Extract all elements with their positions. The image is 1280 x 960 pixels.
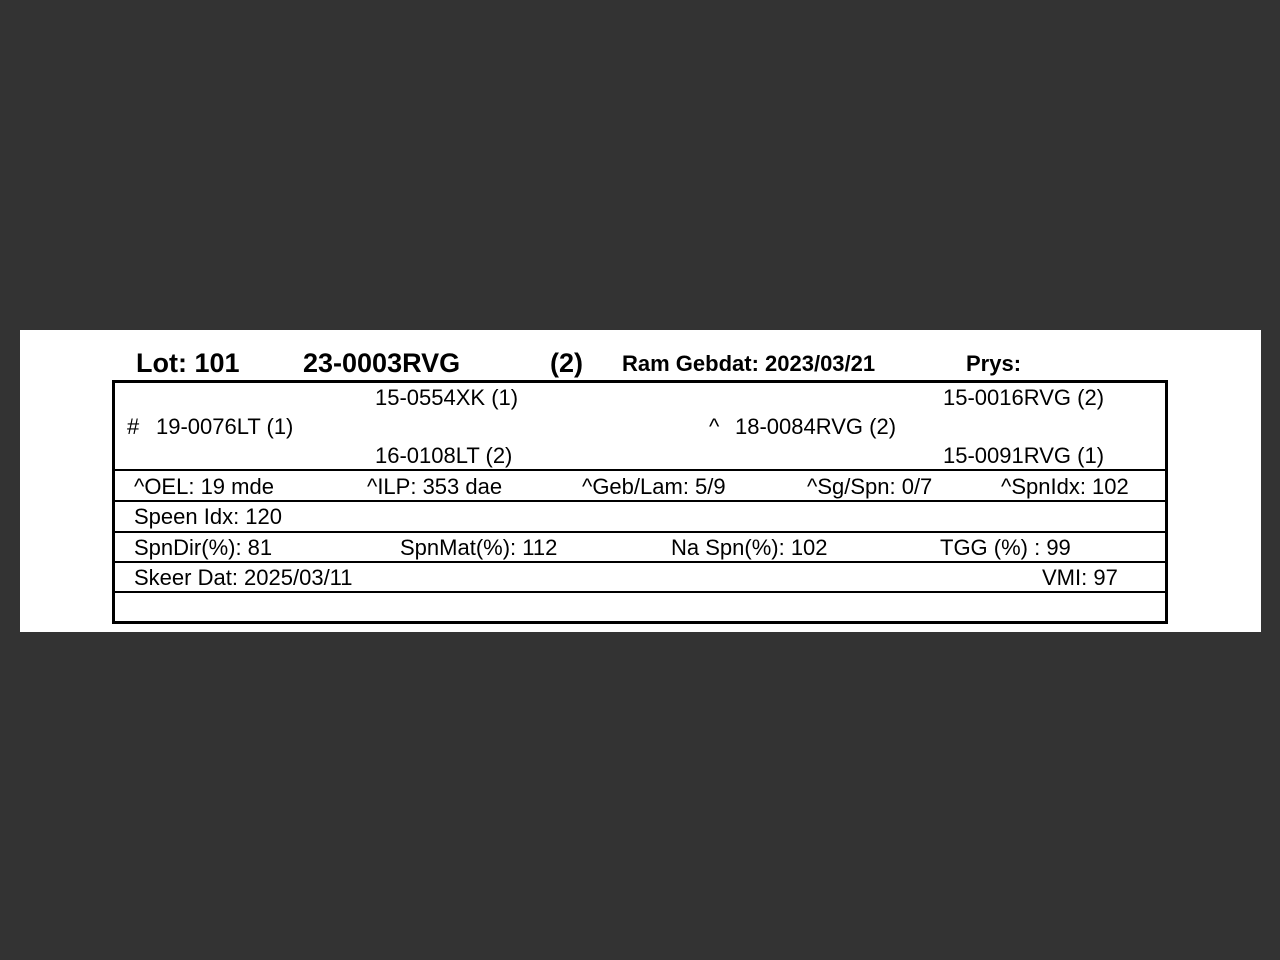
row-divider	[112, 531, 1168, 533]
spndir-value: SpnDir(%): 81	[134, 535, 273, 560]
animal-id: 23-0003RVG	[303, 348, 461, 378]
row-divider	[112, 561, 1168, 563]
dam-prefix: ^	[709, 414, 720, 439]
ram-birthdate: Ram Gebdat: 2023/03/21	[622, 351, 876, 376]
animal-count: (2)	[550, 348, 583, 378]
ilp-value: ^ILP: 353 dae	[367, 474, 503, 499]
geb-lam-value: ^Geb/Lam: 5/9	[582, 474, 726, 499]
lot-number: Lot: 101	[136, 348, 240, 378]
spnmat-value: SpnMat(%): 112	[400, 535, 558, 560]
sire: 19-0076LT (1)	[156, 414, 294, 439]
sire-sire: 15-0554XK (1)	[375, 385, 519, 410]
row-divider	[112, 591, 1168, 593]
dam-dam: 15-0091RVG (1)	[943, 443, 1105, 468]
sg-spn-value: ^Sg/Spn: 0/7	[807, 474, 933, 499]
oel-value: ^OEL: 19 mde	[134, 474, 274, 499]
dam: 18-0084RVG (2)	[735, 414, 897, 439]
sire-prefix: #	[127, 414, 140, 439]
row-divider	[112, 500, 1168, 502]
price-label: Prys:	[966, 351, 1022, 376]
na-spn-value: Na Spn(%): 102	[671, 535, 828, 560]
skeer-dat-value: Skeer Dat: 2025/03/11	[134, 565, 353, 590]
spnidx-value: ^SpnIdx: 102	[1001, 474, 1129, 499]
lot-card	[20, 330, 1261, 632]
speen-idx-value: Speen Idx: 120	[134, 504, 283, 529]
sire-dam: 16-0108LT (2)	[375, 443, 513, 468]
row-divider	[112, 469, 1168, 471]
vmi-value: VMI: 97	[1042, 565, 1118, 590]
dam-sire: 15-0016RVG (2)	[943, 385, 1105, 410]
tgg-value: TGG (%) : 99	[940, 535, 1071, 560]
